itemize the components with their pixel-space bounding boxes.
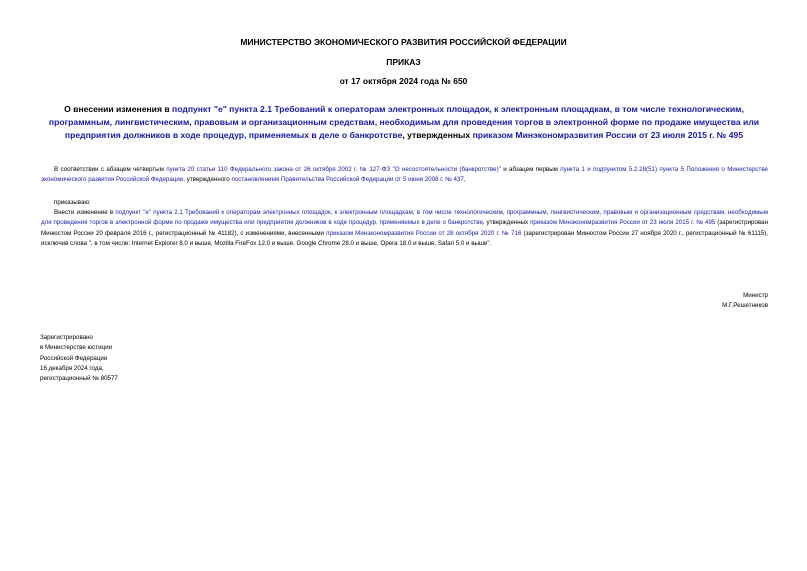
ministry-name: МИНИСТЕРСТВО ЭКОНОМИЧЕСКОГО РАЗВИТИЯ РОССИЙСКОЙ ФЕДЕРАЦИИ [240,37,567,47]
order-word: приказываю: [54,199,91,206]
title-link-order-495[interactable]: приказом Минэкономразвития России от 23 июля 2015 г. № 495 [472,129,744,140]
preamble-text-1: В соответствии с абзацем четвертым [54,166,167,173]
preamble-link-regulation[interactable]: пункта 1 и подпунктом 5.2.28(51) пункта 5 Положения о Министерстве экономического развития Российской Федерации [41,166,768,184]
registration-line-2: в Министерстве юстиции [40,344,113,352]
body-text-1: Внести изменение в [54,209,116,216]
preamble-text-2: и абзацем первым [500,166,561,173]
body-link-requirements[interactable]: подпункт "е" пункта 2.1 Требований к операторам электронных площадок, к электронным площадкам, в том числе технологическим, программным, лингвистическим, правовым и организационным средствам, необходимым для проведения торгов в электронной форме по продаже имущества или предприятия должников в ходе процедур, применяемых в деле о банкротстве [41,209,768,227]
body-link-order-495[interactable]: приказом Минэкономразвития России от 23 июля 2015 г. № 495 [530,219,716,227]
title-link-requirements[interactable]: подпункт "е" пункта 2.1 Требований к операторам электронных площадок, к электронным площадкам, в том числе технологическим, программным, лингвистическим, правовым и организационным средствам, необходимым для проведения торгов в электронной форме по продаже имущества или предприятия должников в ходе процедур, применяемых в деле о банкротстве [48,104,760,140]
body-text-4: (зарегистрирован Минюстом России 27 ноября 2020 г., регистрационный № 61115), исключив слова ", в том числе: Internet Explorer 8.0 и выше, Mozilla FireFox 12.0 и выше, Google Chrome 28.0 и выше, Opera 18.0 и выше, Safari 5.0 и выше". [41,229,768,248]
preamble-link-law-127fz[interactable]: пункта 20 статьи 110 Федерального закона от 26 октября 2002 г. № 127-ФЗ "О несостоятельности (банкротстве)" [166,166,501,173]
preamble-paragraph [41,165,768,186]
registration-line-3: Российской Федерации [40,354,108,362]
body-text-2: , утвержденных [482,219,531,227]
title-text-1: О внесении изменения в [64,104,173,114]
document-title [46,103,762,141]
preamble-text-3: , утвержденного [183,176,232,184]
body-text-3: (зарегистрирован Минюстом России 20 февраля 2016 г., регистрационный № 41182), с изменениями, внесенными [41,219,768,237]
registration-line-1: Зарегистрировано [40,334,93,341]
registration-block [40,333,118,384]
signature-name: М.Г.Решетников [722,302,768,309]
title-text-2: , утвержденных [402,129,473,140]
registration-line-4: 16 декабря 2024 года, [40,364,104,372]
document-type: ПРИКАЗ [386,57,421,67]
order-body-paragraph [41,208,768,250]
body-link-order-716[interactable]: приказом Минэкономразвития России от 28 октября 2020 г. № 716 [326,229,522,237]
registration-line-5: регистрационный № 80577 [40,375,118,383]
preamble-text-4: , [463,176,466,184]
preamble-link-resolution-437[interactable]: постановлением Правительства Российской Федерации от 5 июня 2008 г. № 437 [231,176,464,184]
signature-position: Министр [743,292,768,299]
document-date-number: от 17 октября 2024 года № 650 [339,76,468,86]
